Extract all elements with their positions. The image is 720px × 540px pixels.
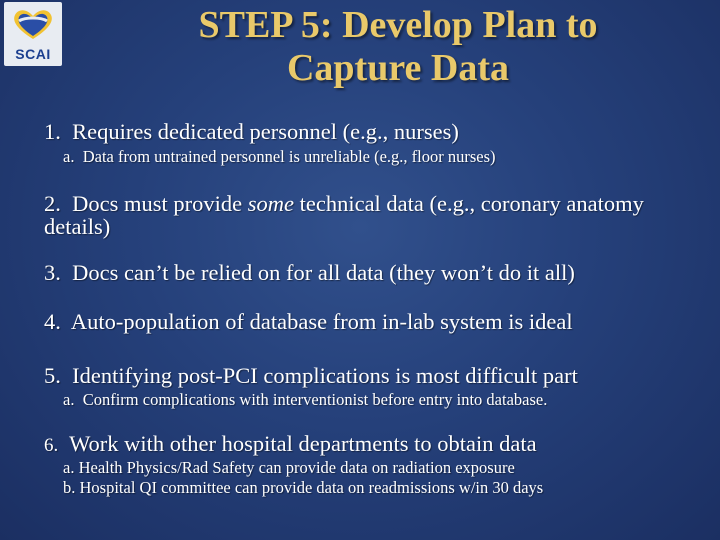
item-number: 1. [44, 119, 61, 144]
sub-item-6b [63, 478, 543, 498]
slide-title [80, 4, 716, 90]
item-number: 5. [44, 363, 61, 388]
sub-item-1a [63, 147, 496, 167]
item-emphasis: some [247, 191, 294, 216]
sub-marker: a. [63, 458, 75, 477]
item-text: Work with other hospital departments to obtain data [69, 431, 537, 456]
item-text: Identifying post-PCI complications is most difficult part [72, 363, 578, 388]
sub-text: Confirm complications with interventionist before entry into database. [82, 390, 548, 409]
sub-text: Data from untrained personnel is unreliable (e.g., floor nurses) [82, 147, 496, 166]
sub-item-5a [63, 390, 547, 410]
item-text-before: Docs must provide [72, 191, 248, 216]
sub-item-6a [63, 458, 515, 478]
sub-text: Health Physics/Rad Safety can provide data on radiation exposure [78, 458, 515, 477]
title-line-2: Capture Data [286, 47, 509, 89]
item-number: 3. [44, 260, 61, 285]
sub-marker: a. [63, 147, 75, 166]
item-text: Docs can’t be relied on for all data (they won’t do it all) [72, 260, 575, 285]
sub-text: Hospital QI committee can provide data on readmissions w/in 30 days [79, 478, 544, 497]
list-item-6 [44, 432, 537, 457]
list-item-5 [44, 364, 578, 387]
heart-icon [11, 7, 55, 41]
item-number: 6. [44, 435, 59, 456]
list-item-1 [44, 120, 459, 143]
list-item-4 [44, 310, 573, 333]
scai-logo [4, 2, 62, 66]
item-number: 2. [44, 191, 61, 216]
item-text-after: technical data (e.g., coronary anatomy details) [44, 191, 644, 239]
list-item-2 [44, 192, 684, 238]
item-number: 4. [44, 309, 61, 334]
item-text: Auto-population of database from in-lab system is ideal [70, 309, 573, 334]
sub-marker: b. [63, 478, 76, 497]
title-line-1: STEP 5: Develop Plan to [198, 4, 598, 46]
list-item-3 [44, 261, 575, 284]
sub-marker: a. [63, 390, 75, 409]
item-text: Requires dedicated personnel (e.g., nurses) [72, 119, 459, 144]
logo-text: SCAI [15, 46, 51, 62]
